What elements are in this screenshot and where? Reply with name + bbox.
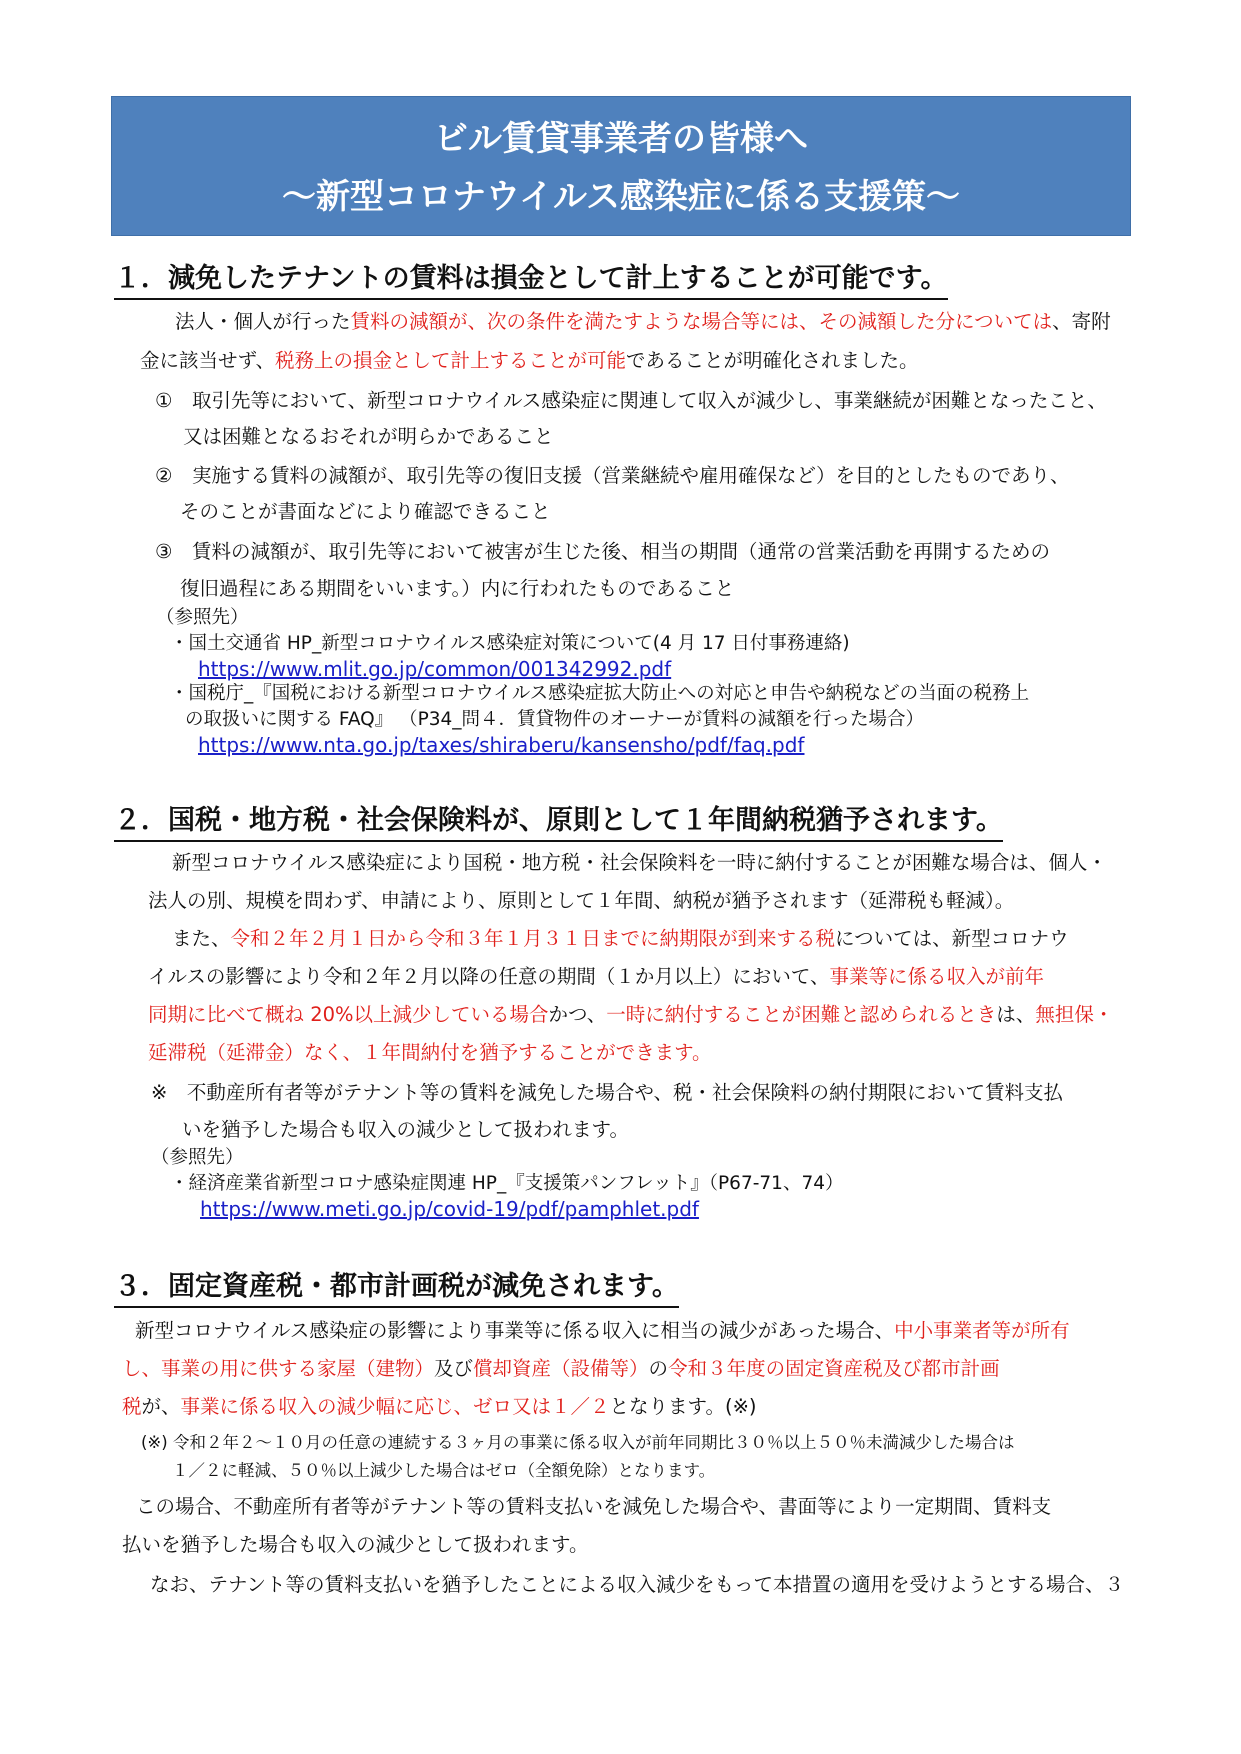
section1-reference-label: （参照先） [156,607,249,628]
section2-paragraph-line4: イルスの影響により令和２年２月以降の任意の期間（１か月以上）において、事業等に係る収入が前年 [148,965,1045,988]
section2-reference-label: （参照先） [151,1147,244,1168]
emphasis-text: 税務上の損金として計上することが可能 [274,349,626,372]
condition-3-line1: ③ 賃料の減額が、取引先等において被害が生じた後、相当の期間（通常の営業活動を再開するための [155,540,1050,563]
section1-heading: １．減免したテナントの賃料は損金として計上することが可能です。 [114,262,948,300]
banner-title-line1: ビル賃貸事業者の皆様へ [434,119,808,159]
section2-paragraph-line1: 新型コロナウイルス感染症により国税・地方税・社会保険料を一時に納付することが困難な場合は、個人・ [172,851,1107,874]
emphasis-text: 税 [122,1395,142,1418]
emphasis-text: 令和３年度の固定資産税及び都市計画 [668,1357,1000,1380]
emphasis-text: 賃料の減額が、次の条件を満たすような場合等には、その減額した分については [350,310,1053,333]
section3-paragraph-line1: 新型コロナウイルス感染症の影響により事業等に係る収入に相当の減少があった場合、中小事業者等が所有 [135,1319,1070,1342]
link-meti-pamphlet-pdf[interactable]: https://www.meti.go.jp/covid-19/pdf/pamphlet.pdf [200,1197,699,1221]
section3-paragraph-line6: なお、テナント等の賃料支払いを猶予したことによる収入減少をもって本措置の適用を受けようとする場合、３ [150,1573,1125,1596]
emphasis-text: 償却資産（設備等） [473,1357,649,1380]
section2-note-line2: いを猶予した場合も収入の減少として扱われます。 [182,1118,629,1141]
condition-1-line1: ① 取引先等において、新型コロナウイルス感染症に関連して収入が減少し、事業継続が困難となったこと、 [155,389,1107,412]
section3-paragraph-line2: し、事業の用に供する家屋（建物）及び償却資産（設備等）の令和３年度の固定資産税及び都市計画 [122,1357,1000,1380]
section3-footnote-line2: １／２に軽減、５０％以上減少した場合はゼロ（全額免除）となります。 [172,1461,716,1480]
reference-mlit: ・国土交通省 HP_新型コロナウイルス感染症対策について(4 月 17 日付事務連絡) [170,633,850,654]
emphasis-text: 令和２年２月１日から令和３年１月３１日までに納期限が到来する税 [230,927,836,950]
title-banner [111,96,1131,236]
emphasis-text: 同期に比べて概ね 20%以上減少している場合 [148,1003,549,1026]
emphasis-text: 事業等に係る収入が前年 [829,965,1045,988]
section1-paragraph-line2: 金に該当せず、税務上の損金として計上することが可能であることが明確化されました。 [140,349,919,372]
section2-heading: ２．国税・地方税・社会保険料が、原則として１年間納税猶予されます。 [114,804,1003,842]
emphasis-text: 無担保・ [1035,1003,1114,1026]
condition-1-line2: 又は困難となるおそれが明らかであること [183,425,554,448]
section1-paragraph-line1: 法人・個人が行った賃料の減額が、次の条件を満たすような場合等には、その減額した分については、寄附 [175,310,1111,333]
condition-2-line2: そのことが書面などにより確認できること [180,500,551,523]
section2-paragraph-line2: 法人の別、規模を問わず、申請により、原則として１年間、納税が猶予されます（延滞税も軽減）。 [148,889,1015,912]
emphasis-text: 一時に納付することが困難と認められるとき [606,1003,997,1026]
section2-paragraph-line3: また、令和２年２月１日から令和３年１月３１日までに納期限が到来する税については、新型コロナウ [172,927,1069,950]
section3-footnote-line1: (※) 令和２年２～１０月の任意の連続する３ヶ月の事業に係る収入が前年同期比３０％以上５０％未満減少した場合は [141,1433,1015,1452]
reference-meti: ・経済産業省新型コロナ感染症関連 HP_『支援策パンフレット』（P67-71、74） [170,1173,844,1194]
emphasis-text: 事業に係る収入の減少幅に応じ、ゼロ又は１／２ [180,1395,610,1418]
section3-paragraph-line3: 税が、事業に係る収入の減少幅に応じ、ゼロ又は１／２となります。(※) [122,1395,757,1418]
emphasis-text: 中小事業者等が所有 [894,1319,1070,1342]
link-mlit-pdf[interactable]: https://www.mlit.go.jp/common/001342992.pdf [198,657,672,681]
link-nta-faq-pdf[interactable]: https://www.nta.go.jp/taxes/shiraberu/kansensho/pdf/faq.pdf [198,733,805,757]
condition-2-line1: ② 実施する賃料の減額が、取引先等の復旧支援（営業継続や雇用確保など）を目的としたものであり、 [155,464,1070,487]
section2-paragraph-line5: 同期に比べて概ね 20%以上減少している場合かつ、一時に納付することが困難と認められるときは、無担保・ [148,1003,1114,1026]
section2-note-line1: ※ 不動産所有者等がテナント等の賃料を減免した場合や、税・社会保険料の納付期限において賃料支払 [151,1081,1063,1104]
condition-3-line2: 復旧過程にある期間をいいます。）内に行われたものであること [180,577,735,600]
reference-nta-line1: ・国税庁_『国税における新型コロナウイルス感染症拡大防止への対応と申告や納税などの当面の税務上 [170,683,1030,704]
section3-paragraph-line5: 払いを猶予した場合も収入の減少として扱われます。 [122,1533,589,1556]
section3-heading: ３．固定資産税・都市計画税が減免されます。 [114,1270,679,1308]
section3-paragraph-line4: この場合、不動産所有者等がテナント等の賃料支払いを減免した場合や、書面等により一定期間、賃料支 [136,1495,1052,1518]
emphasis-text: し、事業の用に供する家屋（建物） [122,1357,435,1380]
reference-nta-line2: の取扱いに関する FAQ』 （P34_問４．賃貸物件のオーナーが賃料の減額を行った場合） [185,709,925,730]
banner-title-line2: ～新型コロナウイルス感染症に係る支援策～ [282,177,960,217]
section2-paragraph-line6: 延滞税（延滞金）なく、１年間納付を猶予することができます。 [148,1041,712,1064]
